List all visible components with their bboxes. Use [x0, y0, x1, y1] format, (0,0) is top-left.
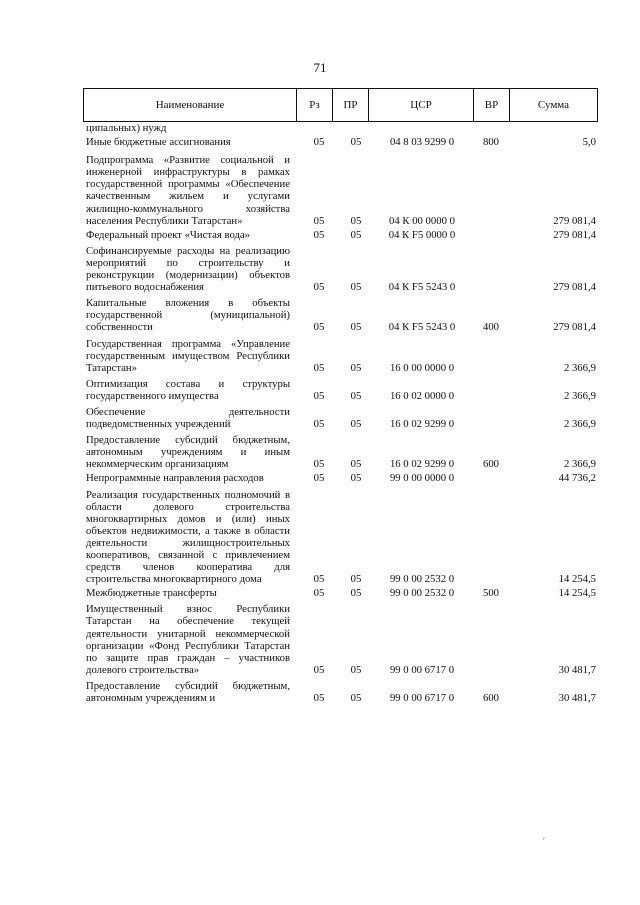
- row-csr: 16 0 02 9299 0: [389, 458, 455, 471]
- row-sum: 44 736,2: [558, 472, 596, 485]
- row-vr: 800: [482, 136, 500, 149]
- header-rz: Рз: [297, 89, 333, 121]
- row-name: ципальных) нужд: [86, 122, 167, 134]
- row-pr: 05: [350, 321, 362, 334]
- row-vr: 400: [482, 321, 500, 334]
- row-sum: 279 081,4: [553, 321, 596, 334]
- row-sum: 14 254,5: [558, 587, 596, 600]
- row-name: Имущественный взнос Республики Татарстан на обеспечение текущей деятельности унитарной некоммерческой организации «Фонд Республики Татарстан по защите прав граждан – участников долевого строительства»: [86, 603, 290, 676]
- row-csr: 99 0 00 2532 0: [389, 587, 455, 600]
- row-vr: 500: [482, 587, 500, 600]
- row-sum: 30 481,7: [558, 663, 596, 676]
- table-body: [0, 122, 640, 704]
- row-name: Предоставление субсидий бюджетным, автономным учреждениям и: [86, 679, 290, 705]
- row-pr: 05: [350, 692, 362, 705]
- row-name: Обеспечение деятельности подведомственных учреждений: [86, 405, 290, 431]
- row-sum: 2 366,9: [563, 361, 596, 374]
- row-sum: 2 366,9: [563, 418, 596, 431]
- row-pr: 05: [350, 418, 362, 431]
- table-row: [0, 227, 640, 241]
- row-csr: 99 0 00 6717 0: [389, 663, 455, 676]
- table-row: [0, 148, 640, 227]
- row-name: Государственная программа «Управление государственным имуществом Республики Татарстан»: [86, 337, 290, 374]
- row-name: Федеральный проект «Чистая вода»: [86, 228, 251, 241]
- row-pr: 05: [350, 472, 362, 485]
- row-rz: 05: [313, 458, 325, 471]
- table-row: [0, 676, 640, 704]
- row-pr: 05: [350, 663, 362, 676]
- header-name: Наименование: [84, 89, 297, 121]
- table-row: [0, 134, 640, 148]
- table-row: [0, 374, 640, 402]
- row-sum: 2 366,9: [563, 389, 596, 402]
- table-row: [0, 430, 640, 470]
- header-sum: Сумма: [537, 99, 570, 111]
- row-csr: 04 К F5 0000 0: [388, 228, 456, 241]
- row-sum: 30 481,7: [558, 692, 596, 705]
- table-row: [0, 599, 640, 676]
- row-sum: 14 254,5: [558, 573, 596, 586]
- row-csr: 04 К F5 5243 0: [388, 321, 456, 334]
- row-rz: 05: [313, 418, 325, 431]
- header-csr: ЦСР: [369, 89, 474, 121]
- row-pr: 05: [350, 389, 362, 402]
- row-name: Реализация государственных полномочий в области долевого строительства многоквартирных домов и (или) иных объектов недвижимости, а также в области деятельности жилищностроительных кооперативов, связанной с привлечением средств членов кооператива для строительства многоквартирного дома: [86, 488, 290, 586]
- table-row: [0, 585, 640, 599]
- row-rz: 05: [313, 587, 325, 600]
- row-csr: 16 0 02 9299 0: [389, 418, 455, 431]
- row-csr: 16 0 02 0000 0: [389, 389, 455, 402]
- row-rz: 05: [313, 214, 325, 227]
- row-name: Межбюджетные трансферты: [86, 587, 217, 600]
- row-name: Предоставление субсидий бюджетным, автономным учреждениям и иным некоммерческим организациям: [86, 434, 290, 471]
- row-name: Оптимизация состава и структуры государственного имущества: [86, 377, 290, 402]
- row-csr: 99 0 00 2532 0: [389, 573, 455, 586]
- table-row: [0, 470, 640, 484]
- row-rz: 05: [313, 692, 325, 705]
- row-name: Непрограммные направления расходов: [86, 472, 264, 485]
- row-csr: 99 0 00 6717 0: [389, 692, 455, 705]
- row-pr: 05: [350, 573, 362, 586]
- row-rz: 05: [313, 573, 325, 586]
- row-vr: 600: [482, 458, 500, 471]
- table-row: [0, 485, 640, 586]
- row-vr: 600: [482, 692, 500, 705]
- row-name: Капитальные вложения в объекты государственной (муниципальной) собственности: [86, 297, 290, 334]
- row-csr: 04 К F5 5243 0: [388, 281, 456, 294]
- page-number: 71: [313, 60, 327, 75]
- row-sum: 279 081,4: [553, 281, 596, 294]
- row-rz: 05: [313, 472, 325, 485]
- row-name: Подпрограмма «Развитие социальной и инженерной инфраструктуры в рамках государственной программы «Обеспечение качественным жильем и услугами жилищно-коммунального хозяйства населения Республики Татарстан»: [86, 154, 290, 227]
- header-vr: ВР: [474, 89, 510, 121]
- row-rz: 05: [313, 663, 325, 676]
- row-rz: 05: [313, 136, 325, 149]
- scan-mark: ′: [543, 836, 545, 846]
- table-header: [83, 88, 598, 122]
- row-pr: 05: [350, 214, 362, 227]
- table-row: [0, 334, 640, 374]
- row-pr: 05: [350, 587, 362, 600]
- row-rz: 05: [313, 228, 325, 241]
- table-row: [0, 402, 640, 430]
- row-csr: 99 0 00 0000 0: [389, 472, 455, 485]
- row-rz: 05: [313, 281, 325, 294]
- row-sum: 2 366,9: [563, 458, 596, 471]
- row-sum: 279 081,4: [553, 228, 596, 241]
- row-csr: 04 8 03 9299 0: [389, 136, 455, 149]
- table-row: [0, 122, 640, 134]
- row-pr: 05: [350, 228, 362, 241]
- row-pr: 05: [350, 136, 362, 149]
- row-rz: 05: [313, 389, 325, 402]
- row-csr: 04 К 00 0000 0: [389, 214, 455, 227]
- header-pr: ПР: [333, 89, 369, 121]
- row-pr: 05: [350, 281, 362, 294]
- row-sum: 279 081,4: [553, 214, 596, 227]
- row-name: Иные бюджетные ассигнования: [86, 136, 231, 149]
- row-sum: 5,0: [582, 136, 596, 149]
- row-csr: 16 0 00 0000 0: [389, 361, 455, 374]
- row-pr: 05: [350, 458, 362, 471]
- row-pr: 05: [350, 361, 362, 374]
- row-rz: 05: [313, 361, 325, 374]
- row-rz: 05: [313, 321, 325, 334]
- row-name: Софинансируемые расходы на реализацию мероприятий по строительству и реконструкции (модернизации) объектов питьевого водоснабжения: [86, 244, 290, 294]
- table-row: [0, 293, 640, 333]
- table-row: [0, 241, 640, 293]
